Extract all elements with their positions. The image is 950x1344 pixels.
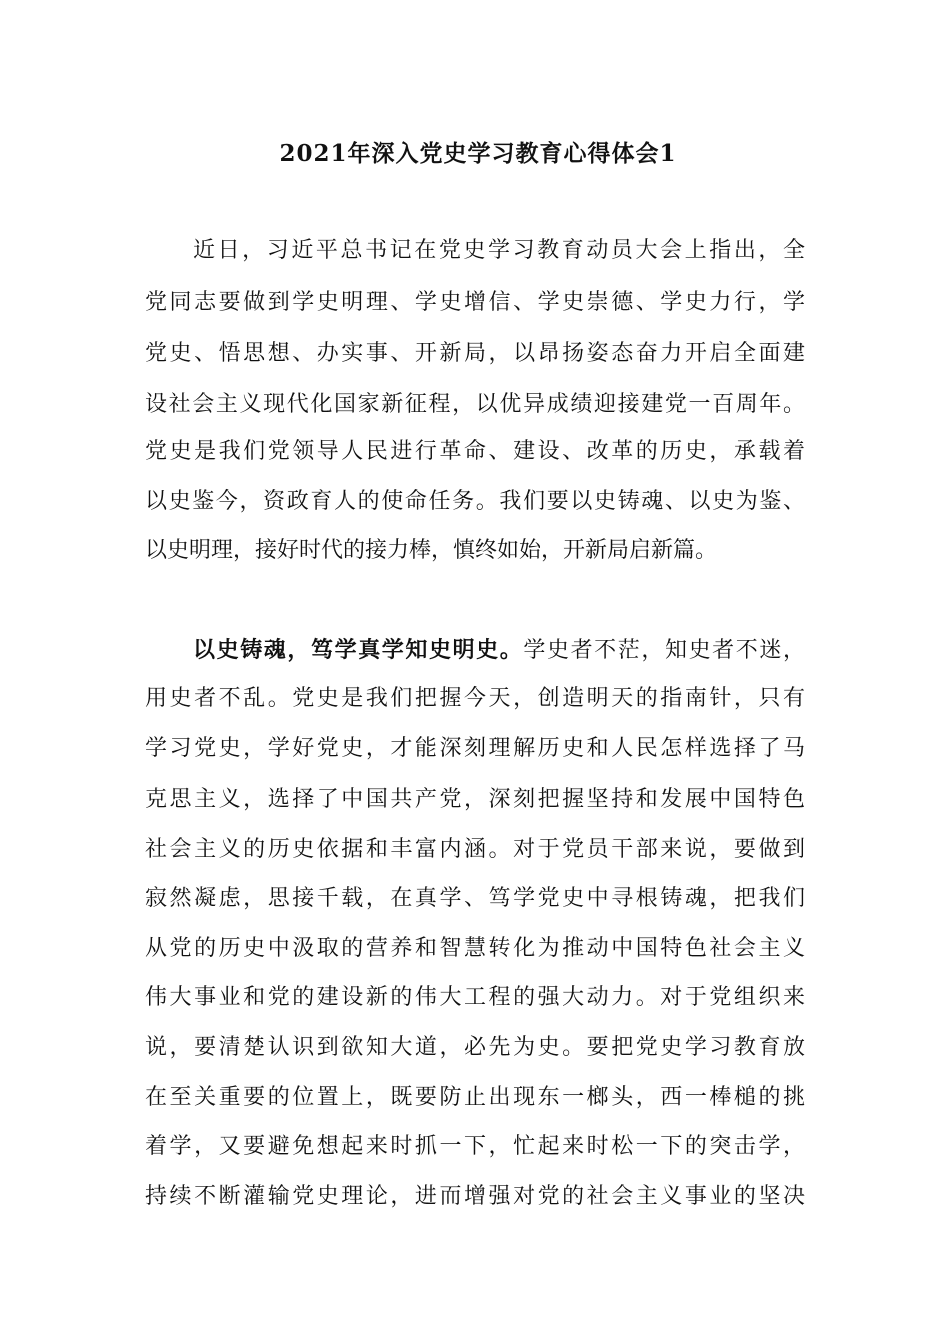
paragraph-line: 党史是我们党领导人民进行革命、建设、改革的历史，承载着: [145, 439, 805, 464]
paragraph-line: 近日，习近平总书记在党史学习教育动员大会上指出，全: [193, 238, 805, 263]
paragraph-line: 社会主义的历史依据和丰富内涵。对于党员干部来说，要做到: [145, 837, 805, 862]
paragraph-line: 设社会主义现代化国家新征程，以优异成绩迎接建党一百周年。: [145, 392, 805, 417]
paragraph-line: 寂然凝虑，思接千载，在真学、笃学党史中寻根铸魂，把我们: [145, 886, 805, 911]
paragraph-heading: 以史铸魂，笃学真学知史明史。: [193, 637, 524, 663]
paragraph-line: 着学，又要避免想起来时抓一下，忙起来时松一下的突击学，: [145, 1134, 805, 1159]
paragraph-line: 持续不断灌输党史理论，进而增强对党的社会主义事业的坚决: [145, 1184, 805, 1209]
paragraph-text: 学史者不茫，知史者不迷，: [523, 638, 805, 663]
paragraph-line: 党史、悟思想、办实事、开新局，以昂扬姿态奋力开启全面建: [145, 341, 805, 366]
paragraph-line: 党同志要做到学史明理、学史增信、学史崇德、学史力行，学: [145, 290, 805, 315]
paragraph-line: 以史明理，接好时代的接力棒，慎终如始，开新局启新篇。: [145, 538, 718, 563]
paragraph-line: 克思主义，选择了中国共产党，深刻把握坚持和发展中国特色: [145, 787, 805, 812]
paragraph-line: 用史者不乱。党史是我们把握今天，创造明天的指南针，只有: [145, 686, 805, 711]
paragraph-line: 以史鉴今，资政育人的使命任务。我们要以史铸魂、以史为鉴、: [145, 489, 805, 514]
document-title: 2021年深入党史学习教育心得体会1: [279, 140, 677, 167]
paragraph-line: 学习党史，学好党史，才能深刻理解历史和人民怎样选择了马: [145, 736, 805, 761]
paragraph-first-line: [193, 635, 805, 666]
paragraph-line: 在至关重要的位置上，既要防止出现东一榔头，西一棒槌的挑: [145, 1085, 805, 1110]
paragraph-line: 说，要清楚认识到欲知大道，必先为史。要把党史学习教育放: [145, 1035, 805, 1060]
paragraph-line: 伟大事业和党的建设新的伟大工程的强大动力。对于党组织来: [145, 985, 805, 1010]
paragraph-line: 从党的历史中汲取的营养和智慧转化为推动中国特色社会主义: [145, 936, 805, 961]
